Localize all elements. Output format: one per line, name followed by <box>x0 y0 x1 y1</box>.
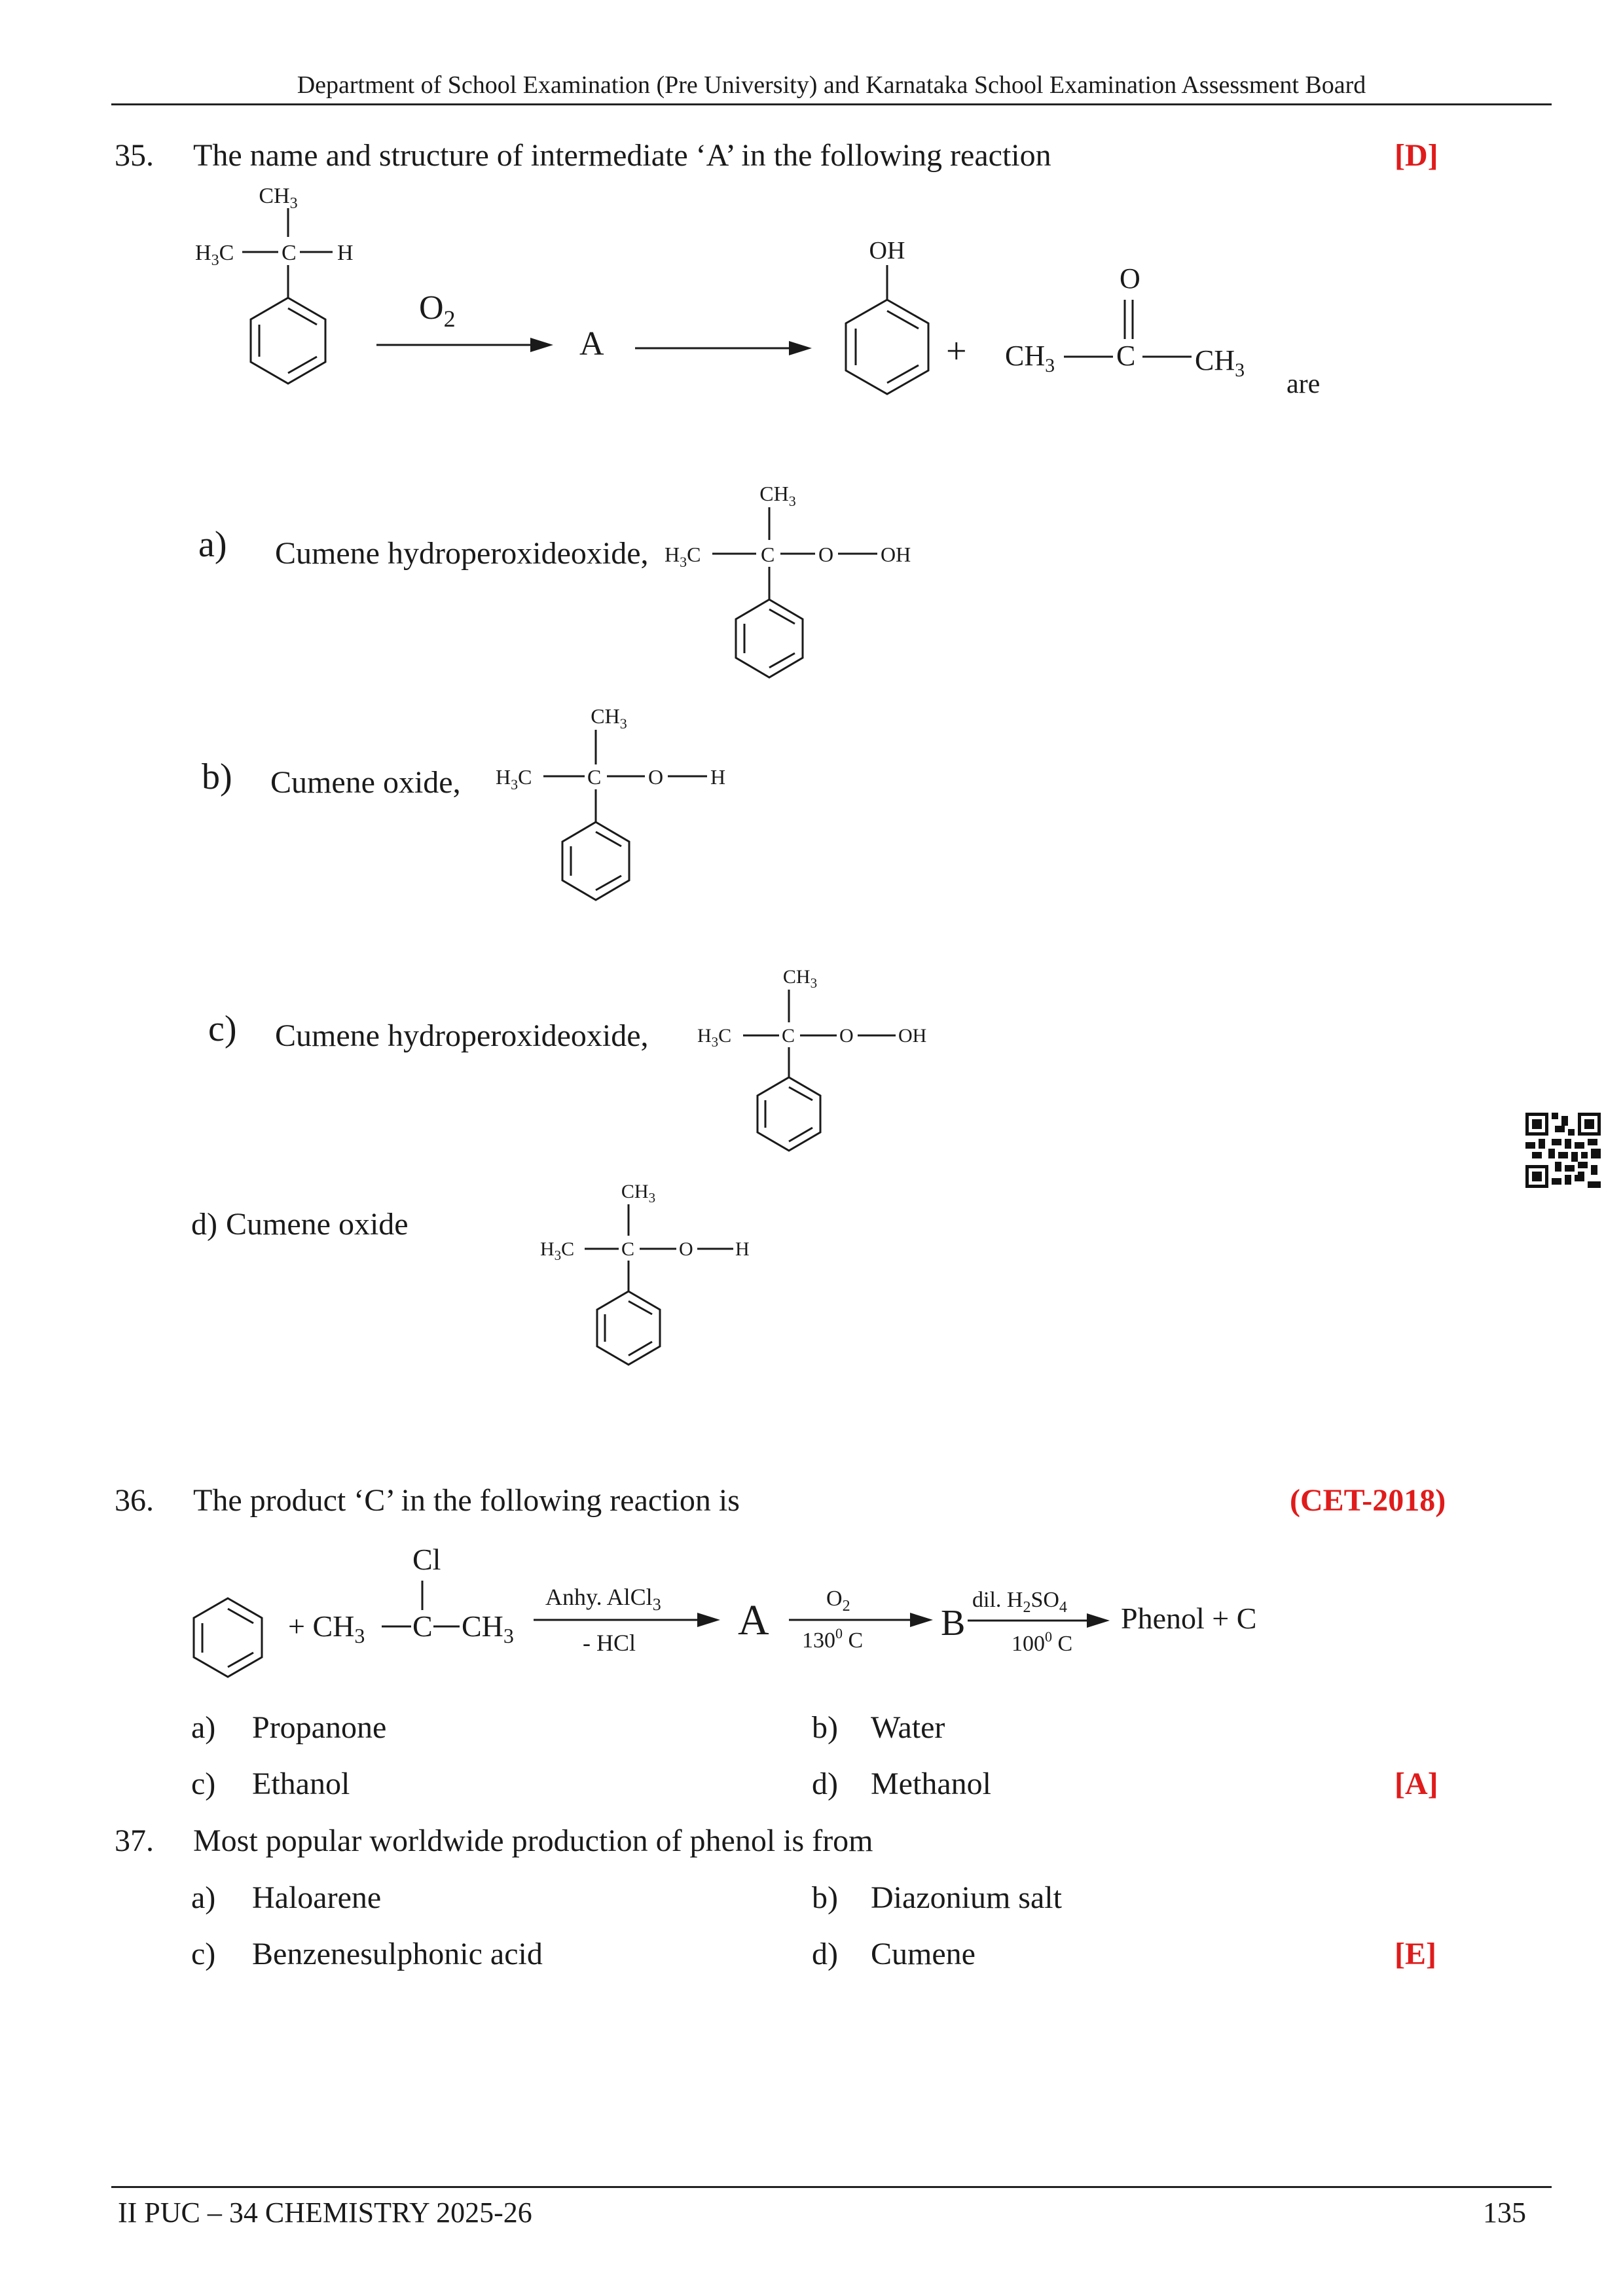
q36-text: The product ‘C’ in the following reaction is <box>193 1483 740 1518</box>
svg-text:O: O <box>679 1238 693 1260</box>
q36-product-b: B <box>941 1603 966 1643</box>
q37-text: Most popular worldwide production of phenol is from <box>193 1823 873 1858</box>
svg-text:+ CH3: + $CH_3$ <box>288 1609 365 1647</box>
q36-reagent-1-bottom: - HCl <box>583 1630 636 1656</box>
svg-text:C: C <box>282 241 297 265</box>
q35-option-d-structure <box>534 1175 782 1378</box>
q36-option-b-letter: b) <box>812 1710 838 1745</box>
q36-reagent-1-top: Anhy. AlCl$_3$ <box>545 1584 661 1614</box>
q35-answer: [D] <box>1395 138 1438 173</box>
q36-products: Phenol + C <box>1121 1602 1257 1635</box>
q36-reagent-3-top: dil. $H_2SO_4$ <box>972 1588 1067 1616</box>
q36-answer: (CET-2018) <box>1290 1483 1446 1518</box>
qr-code-icon <box>1525 1113 1601 1188</box>
svg-text:CH3: $CH_3$ <box>1195 344 1245 381</box>
svg-text:C: C <box>587 765 602 789</box>
svg-text:C: C <box>761 543 775 566</box>
q35-plus: + <box>946 331 967 372</box>
q35-option-b-text: Cumene oxide, <box>270 765 461 800</box>
page-header: Department of School Examination (Pre University) and Karnataka School Examination Assessment Board <box>297 71 1366 99</box>
svg-text:H3C: $H_3C$ <box>540 1238 575 1263</box>
isopropyl-chloride-structure <box>288 1543 514 1647</box>
svg-text:OH: OH <box>898 1025 927 1047</box>
q35-option-d-letter: d) <box>191 1207 217 1242</box>
q36-reagent-2-bottom: $130^0$ C <box>802 1625 864 1653</box>
svg-text:O: O <box>1120 262 1140 295</box>
q36-option-answer: [A] <box>1395 1767 1438 1801</box>
q35-option-c-structure <box>687 956 962 1165</box>
svg-text:CH3: $CH_3$ <box>462 1609 514 1647</box>
q37-option-b-letter: b) <box>812 1880 838 1915</box>
q37-option-d-text: Cumene <box>871 1937 976 1971</box>
q35-reagent: $O_2$ <box>419 289 456 332</box>
phenol-structure <box>846 237 928 394</box>
svg-text:H: H <box>710 765 726 789</box>
q37-option-a-text: Haloarene <box>252 1880 382 1915</box>
svg-text:CH3: $CH_3$ <box>621 1181 656 1206</box>
page-number: 135 <box>1483 2197 1526 2229</box>
svg-text:C: C <box>1116 340 1136 372</box>
q37-option-c-letter: c) <box>191 1937 216 1971</box>
svg-text:H3C: $H_3C$ <box>697 1025 732 1050</box>
svg-text:H: H <box>735 1238 750 1260</box>
q37-option-a-letter: a) <box>191 1880 216 1915</box>
acetone-structure <box>1005 262 1245 381</box>
q36-number: 36. <box>115 1483 154 1518</box>
q35-option-b-letter: b) <box>202 757 232 797</box>
cumene-structure <box>195 184 354 384</box>
q35-option-a-letter: a) <box>198 524 227 565</box>
q37-option-c-text: Benzenesulphonic acid <box>252 1937 543 1971</box>
svg-text:C: C <box>621 1238 635 1260</box>
footer-left: II PUC – 34 CHEMISTRY 2025-26 <box>118 2197 532 2229</box>
q36-option-c-letter: c) <box>191 1767 216 1801</box>
q35-reaction-scheme <box>0 0 1623 458</box>
svg-text:OH: OH <box>881 543 911 566</box>
q35-option-a-text: Cumene hydroperoxideoxide, <box>275 536 649 571</box>
q36-product-a: A <box>738 1596 769 1644</box>
q35-text: The name and structure of intermediate ‘A’ in the following reaction <box>193 138 1051 173</box>
q36-reaction-scheme <box>0 1532 1623 1689</box>
intermediate-a: A <box>579 325 604 363</box>
svg-text:O: O <box>839 1025 854 1047</box>
svg-text:Cl: Cl <box>412 1543 441 1576</box>
svg-text:C: C <box>782 1025 795 1047</box>
svg-text:O: O <box>648 765 664 789</box>
q36-reagent-3-bottom: $100^0$ C <box>1012 1628 1073 1656</box>
svg-text:O: O <box>818 543 834 566</box>
svg-text:C: C <box>412 1609 433 1643</box>
q37-option-b-text: Diazonium salt <box>871 1880 1062 1915</box>
q37-option-d-letter: d) <box>812 1937 838 1971</box>
q36-option-a-text: Propanone <box>252 1710 387 1745</box>
q36-option-a-letter: a) <box>191 1710 216 1745</box>
q37-number: 37. <box>115 1823 154 1858</box>
svg-text:H3C: $H_3C$ <box>665 543 701 570</box>
q35-option-a-structure <box>655 471 949 687</box>
q36-option-c-text: Ethanol <box>252 1767 350 1801</box>
svg-text:OH: OH <box>869 237 905 264</box>
q35-suffix: are <box>1286 369 1321 399</box>
q36-option-d-text: Methanol <box>871 1767 991 1801</box>
benzene-structure <box>194 1598 262 1677</box>
svg-text:CH3: $CH_3$ <box>259 184 298 212</box>
q35-number: 35. <box>115 138 154 173</box>
q36-reagent-2-top: $O_2$ <box>826 1587 850 1615</box>
footer-rule <box>111 2186 1552 2188</box>
svg-text:CH3: $CH_3$ <box>759 482 796 509</box>
svg-text:H3C: $H_3C$ <box>195 241 234 269</box>
svg-text:CH3: $CH_3$ <box>1005 340 1055 376</box>
q37-answer: [E] <box>1395 1937 1436 1971</box>
q35-option-c-text: Cumene hydroperoxideoxide, <box>275 1018 649 1053</box>
q35-option-b-structure <box>488 694 763 910</box>
q35-option-d-text: Cumene oxide <box>226 1207 409 1242</box>
q36-option-b-text: Water <box>871 1710 945 1745</box>
q35-option-c-letter: c) <box>208 1009 237 1049</box>
svg-text:H3C: $H_3C$ <box>496 765 532 793</box>
svg-text:CH3: $CH_3$ <box>591 704 627 732</box>
q36-option-d-letter: d) <box>812 1767 838 1801</box>
svg-text:CH3: $CH_3$ <box>782 966 818 991</box>
svg-text:H: H <box>337 241 354 265</box>
